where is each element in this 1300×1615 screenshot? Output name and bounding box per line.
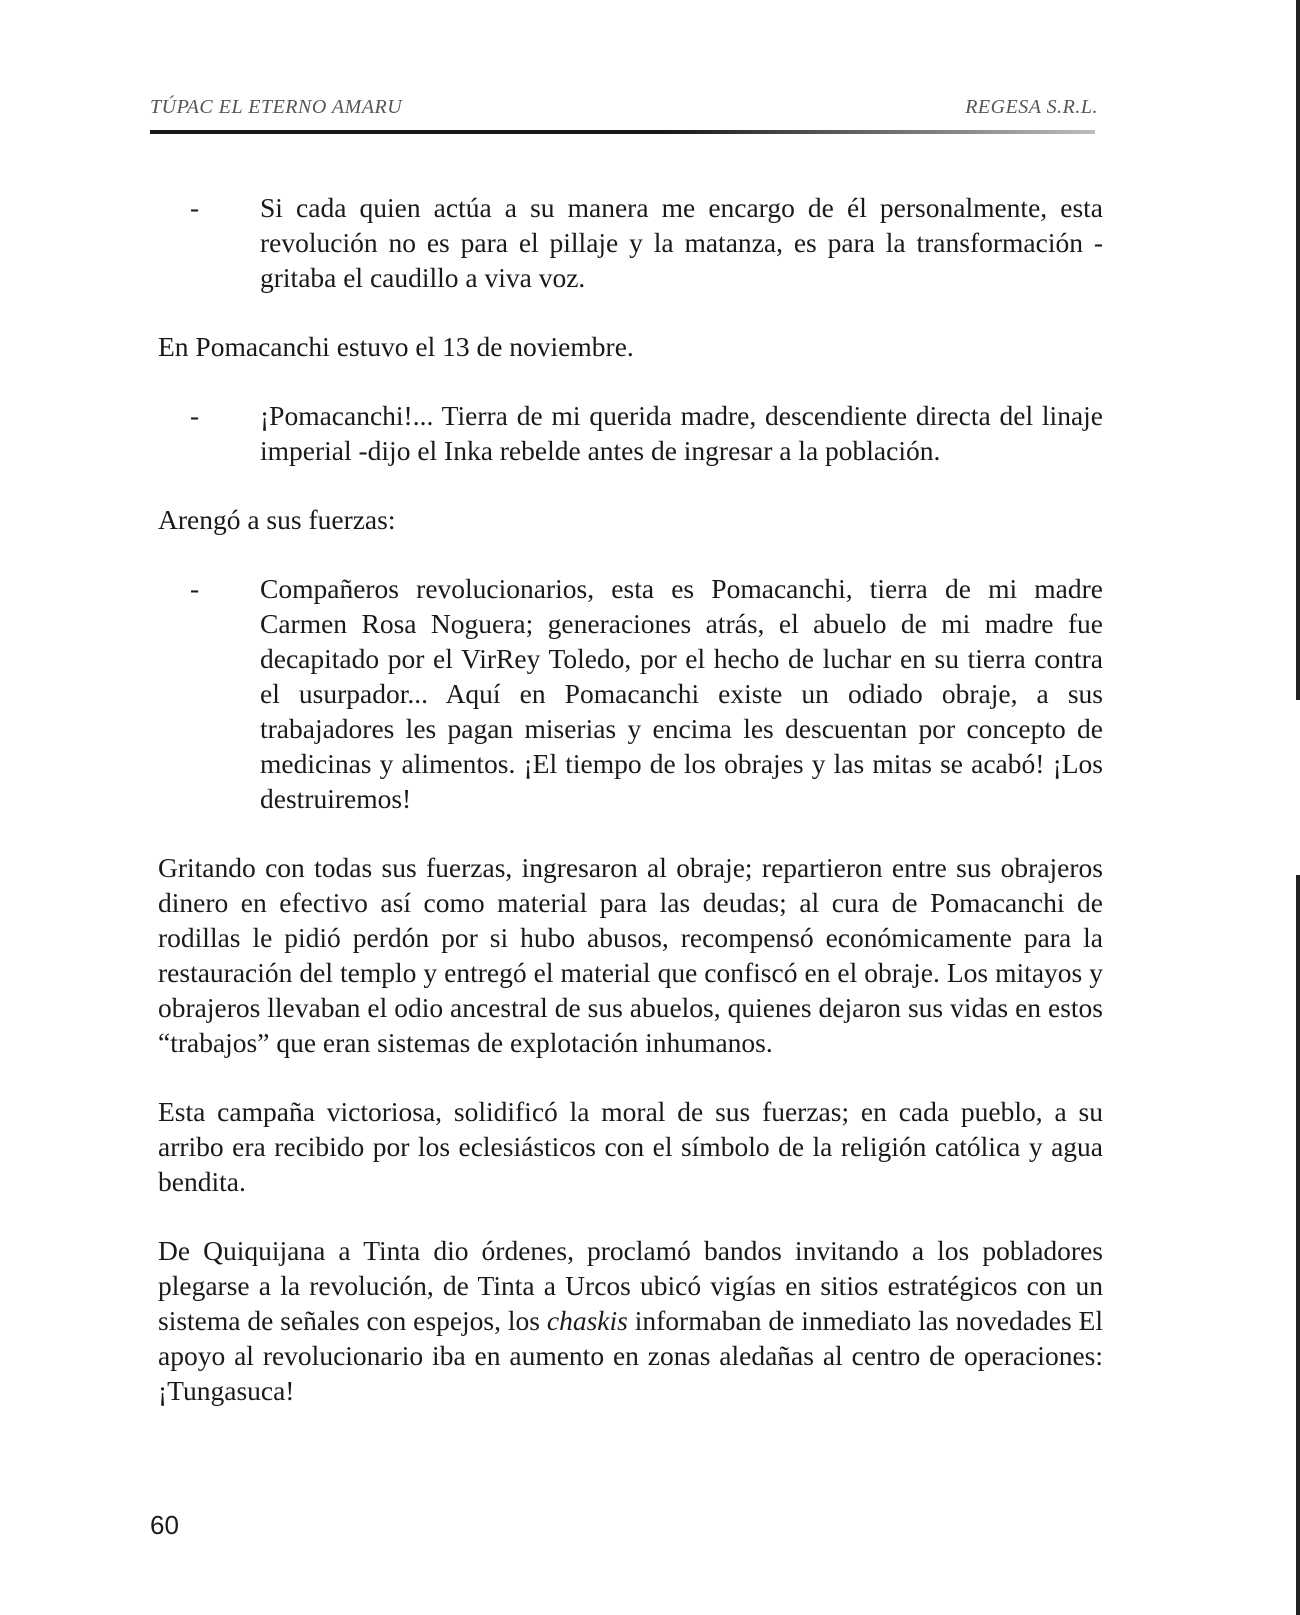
italic-term: chaskis — [546, 1305, 628, 1336]
dialogue-line — [158, 398, 1103, 468]
dialogue-line — [158, 571, 1103, 816]
paragraph — [158, 1233, 1103, 1408]
header-rule — [150, 130, 1095, 134]
dialogue-text: ¡Pomacanchi!... Tierra de mi querida madre, descendiente directa del linaje imperial -dijo el Inka rebelde antes de ingresar a la población. — [260, 400, 1103, 466]
publisher-name: REGESA S.R.L. — [965, 96, 1098, 118]
page-body — [158, 190, 1103, 1442]
page-number: 60 — [150, 1510, 179, 1540]
page-edge-shadow-top — [1296, 0, 1300, 700]
dialogue-text: Si cada quien actúa a su manera me encargo de él personalmente, esta revolución no es para el pillaje y la matanza, es para la transformación -gritaba el caudillo a viva voz. — [260, 192, 1103, 293]
dialogue-text: Compañeros revolucionarios, esta es Pomacanchi, tierra de mi madre Carmen Rosa Noguera; generaciones atrás, el abuelo de mi madre fue decapitado por el VirRey Toledo, por el hecho de luchar en su tierra contra el usurpador... Aquí en Pomacanchi existe un odiado obraje, a sus trabajadores les pagan miserias y encima les descuentan por concepto de medicinas y alimentos. ¡El tiempo de los obrajes y las mitas se acabó! ¡Los destruiremos! — [260, 573, 1103, 814]
paragraph: En Pomacanchi estuvo el 13 de noviembre. — [158, 331, 634, 362]
paragraph: Gritando con todas sus fuerzas, ingresaron al obraje; repartieron entre sus obrajeros dinero en efectivo así como material para las deudas; al cura de Pomacanchi de rodillas le pidió perdón por si hubo abusos, recompensó económicamente para la restauración del templo y entregó el material que confiscó en el obraje. Los mitayos y obrajeros llevaban el odio ancestral de sus abuelos, quienes dejaron sus vidas en estos “trabajos” que eran sistemas de explotación inhumanos. — [158, 852, 1103, 1058]
dialogue-dash: - — [190, 400, 200, 431]
running-header — [150, 96, 1098, 124]
dialogue-dash: - — [190, 573, 200, 604]
dialogue-line — [158, 190, 1103, 295]
paragraph-text: De Quiquijana a Tinta dio órdenes, proclamó bandos invitando a los pobladores plegarse a la revolución, de Tinta a Urcos ubicó vigías en sitios estratégicos con un sistema de señales con espejos, los — [158, 1235, 1103, 1336]
dialogue-dash: - — [190, 192, 200, 223]
book-title: TÚPAC EL ETERNO AMARU — [150, 96, 403, 118]
page-edge-shadow-bottom — [1296, 875, 1300, 1615]
paragraph: Esta campaña victoriosa, solidificó la moral de sus fuerzas; en cada pueblo, a su arribo era recibido por los eclesiásticos con el símbolo de la religión católica y agua bendita. — [158, 1096, 1103, 1197]
paragraph-text: informaban de inmediato las novedades El apoyo al revolucionario iba en aumento en zonas aledañas al centro de operaciones: ¡Tungasuca! — [158, 1305, 1104, 1406]
paragraph: Arengó a sus fuerzas: — [158, 504, 396, 535]
